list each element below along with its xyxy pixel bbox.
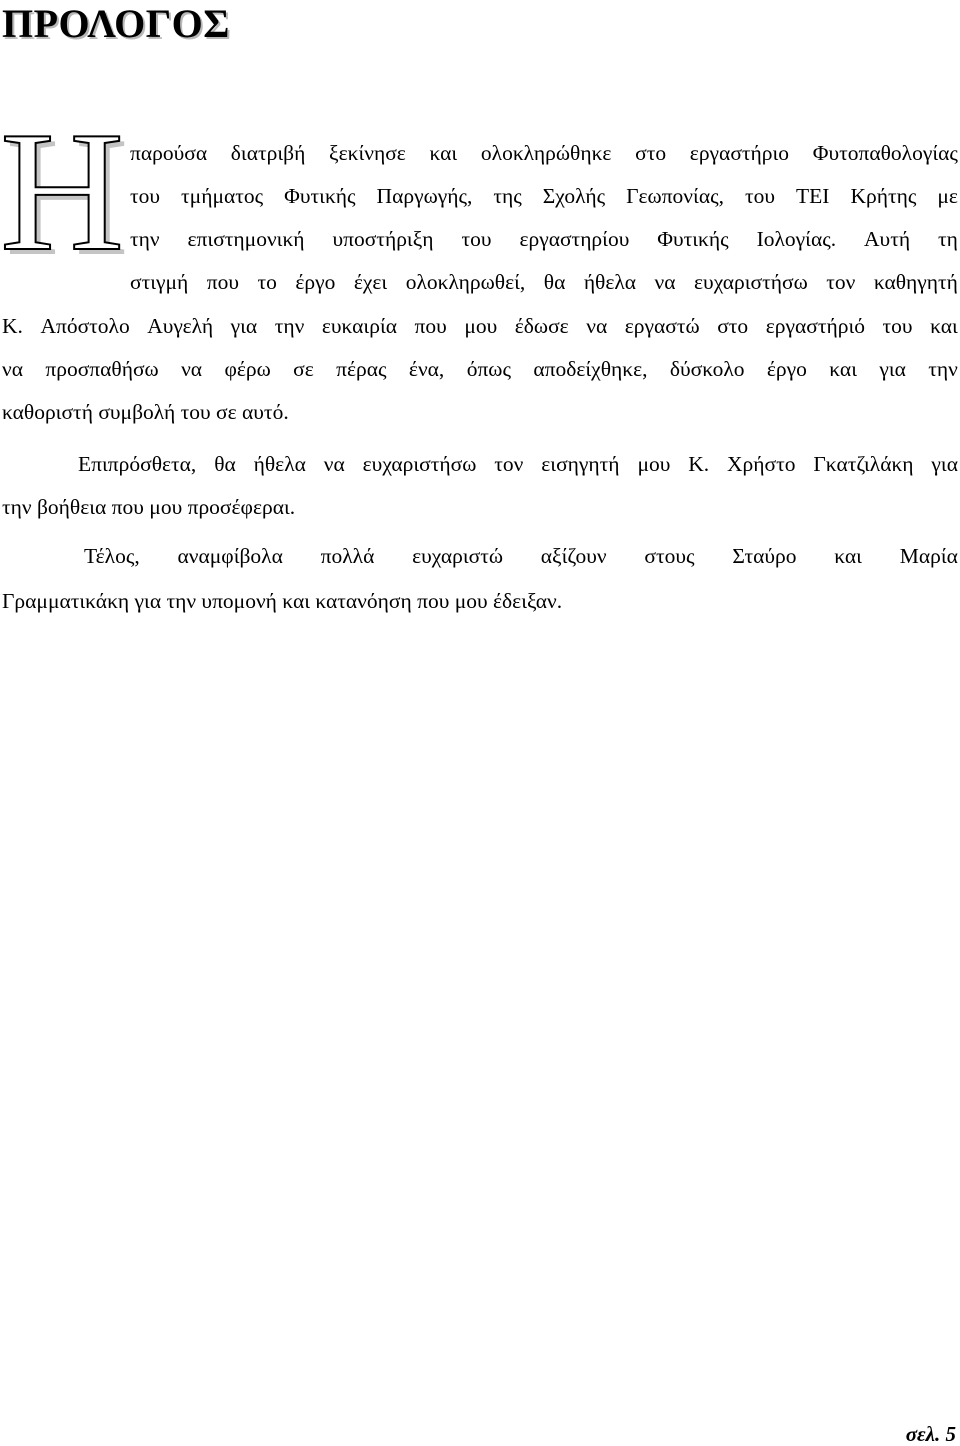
paragraph-line — [2, 355, 958, 383]
word: Φυτικής — [284, 184, 356, 208]
page-number: σελ. 5 — [905, 1422, 956, 1446]
word: υποστήριξη — [332, 227, 434, 251]
word: εργαστηρίου — [519, 227, 630, 251]
word: επιστημονική — [187, 227, 305, 251]
word: εργαστώ — [624, 314, 700, 338]
word: ευχαριστήσω — [362, 452, 477, 476]
word: Τέλος, — [84, 544, 140, 568]
word: τμήματος — [181, 184, 264, 208]
word: φέρω — [224, 357, 271, 381]
word: έχει — [353, 270, 388, 294]
word: να — [586, 314, 608, 338]
word: ευκαιρία — [321, 314, 397, 338]
word: με — [937, 184, 958, 208]
word: και — [930, 314, 958, 338]
paragraph-line — [2, 312, 958, 340]
word: την — [130, 227, 160, 251]
word: τη — [938, 227, 958, 251]
word: καθηγητή — [873, 270, 958, 294]
word: να — [323, 452, 345, 476]
word: το — [257, 270, 277, 294]
word: στο — [635, 141, 667, 165]
word: που — [206, 270, 240, 294]
word: παρούσα — [130, 141, 208, 165]
word: εργαστήριο — [689, 141, 790, 165]
word: στιγμή — [130, 270, 189, 294]
word: ευχαριστήσω — [694, 270, 808, 294]
word: και — [834, 544, 862, 568]
word: ήθελα — [253, 452, 306, 476]
word: Αυτή — [864, 227, 911, 251]
word: τον — [494, 452, 524, 476]
word: ξεκίνησε — [329, 141, 406, 165]
word: ΤΕΙ — [796, 184, 830, 208]
word: την — [928, 357, 958, 381]
word: θα — [214, 452, 236, 476]
word: πολλά — [320, 544, 375, 568]
word: αξίζουν — [540, 544, 607, 568]
word: όπως — [466, 357, 511, 381]
word: ήθελα — [583, 270, 637, 294]
word: προσπαθήσω — [45, 357, 159, 381]
word: Γεωπονίας, — [626, 184, 724, 208]
word: διατριβή — [230, 141, 306, 165]
word: ολοκληρωθεί, — [405, 270, 526, 294]
paragraph-line — [78, 450, 958, 478]
word: εργαστήριό — [765, 314, 865, 338]
word: μου — [637, 452, 671, 476]
word: ευχαριστώ — [412, 544, 504, 568]
word: εισηγητή — [541, 452, 620, 476]
word: πέρας — [336, 357, 387, 381]
word: Παργωγής, — [376, 184, 473, 208]
word: Κ. — [688, 452, 710, 476]
word: Σταύρο — [732, 544, 797, 568]
word: μου — [464, 314, 498, 338]
word: για — [879, 357, 906, 381]
word: Γκατζιλάκη — [813, 452, 914, 476]
word: δύσκολο — [669, 357, 745, 381]
word: ένα, — [408, 357, 445, 381]
word: έργο — [766, 357, 807, 381]
word: Φυτοπαθολογίας — [812, 141, 958, 165]
word: αναμφίβολα — [177, 544, 283, 568]
word: Ιολογίας. — [756, 227, 837, 251]
word: της — [493, 184, 522, 208]
paragraph-line: καθοριστή συμβολή του σε αυτό. — [2, 400, 289, 424]
paragraph-line: την βοήθεια που μου προσέφεραι. — [2, 495, 296, 519]
word: του — [461, 227, 492, 251]
word: για — [931, 452, 958, 476]
word: στο — [717, 314, 749, 338]
word: σε — [293, 357, 314, 381]
word: να — [2, 357, 23, 381]
word: έδωσε — [514, 314, 569, 338]
paragraph-line — [130, 268, 958, 296]
word: Απόστολο — [40, 314, 130, 338]
word: του — [744, 184, 776, 208]
page-title: ΠΡΟΛΟΓΟΣ — [2, 1, 230, 46]
paragraph-line — [130, 225, 958, 253]
word: του — [882, 314, 913, 338]
word: Σχολής — [542, 184, 606, 208]
word: Μαρία — [899, 544, 958, 568]
word: την — [274, 314, 305, 338]
word: Κ. — [2, 314, 23, 338]
word: Κρήτης — [850, 184, 917, 208]
word: που — [414, 314, 447, 338]
word: και — [829, 357, 857, 381]
word: Φυτικής — [657, 227, 729, 251]
word: για — [230, 314, 258, 338]
paragraph-line: Γραμματικάκη για την υπομονή και κατανόηση που μου έδειξαν. — [2, 589, 563, 613]
word: να — [181, 357, 203, 381]
word: και — [429, 141, 458, 165]
word: του — [130, 184, 161, 208]
word: στους — [644, 544, 695, 568]
word: Χρήστο — [727, 452, 796, 476]
word: τον — [826, 270, 856, 294]
paragraph-line — [84, 542, 958, 570]
paragraph-line — [130, 139, 958, 167]
word: αποδείχθηκε, — [533, 357, 648, 381]
word: θα — [543, 270, 566, 294]
word: ολοκληρώθηκε — [480, 141, 612, 165]
word: Επιπρόσθετα, — [78, 452, 197, 476]
drop-cap-letter: Η — [0, 97, 125, 287]
word: Αυγελή — [147, 314, 214, 338]
paragraph-line — [130, 182, 958, 210]
word: έργο — [295, 270, 336, 294]
word: να — [654, 270, 676, 294]
